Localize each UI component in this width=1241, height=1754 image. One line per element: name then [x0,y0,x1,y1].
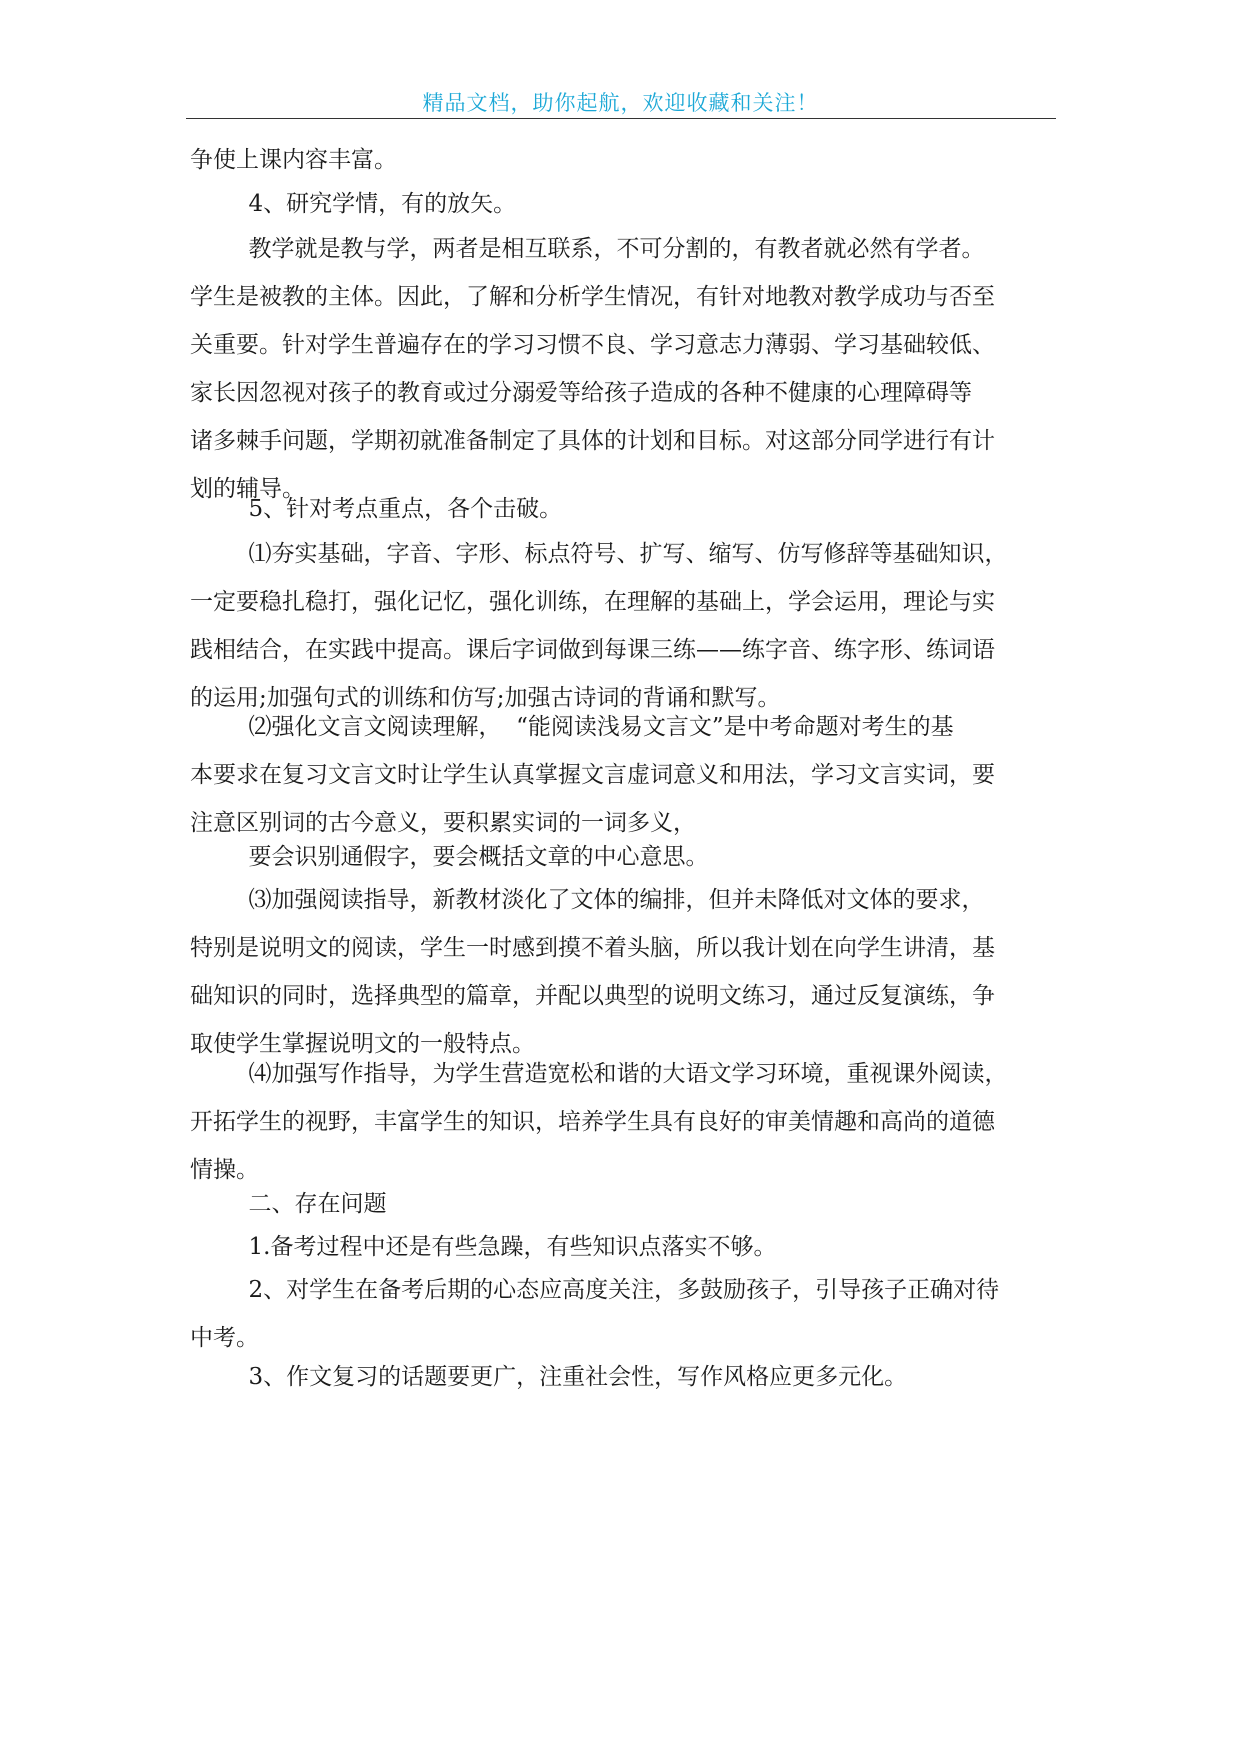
paragraph-item-4: ⑷加强写作指导，为学生营造宽松和谐的大语文学习环境，重视课外阅读， 开拓学生的视野，丰富学生的知识，培养学生具有良好的审美情趣和高尚的道德 情操。 [190,1061,1008,1183]
paragraph-heading-4: 4、研究学情，有的放矢。 [190,191,517,217]
paragraph-teaching: 教学就是教与学，两者是相互联系，不可分割的，有教者就必然有学者。 学生是被教的主体。因此，了解和分析学生情况，有针对地教对教学成功与否至 关重要。针对学生普遍存在的学习习惯不良、学习意志力薄弱、学习基础较低、 家长因忽视对孩子的教育或过分溺爱等给孩子造成的各种不健康的心理障碍等 诸多棘手问题，学期初就准备制定了具体的计划和目标。对这部分同学进行有计 划的辅导。 [190,236,995,502]
paragraph-issue-1: 1.备考过程中还是有些急躁，有些知识点落实不够。 [190,1234,777,1260]
paragraph-heading-5: 5、针对考点重点，各个击破。 [190,496,563,522]
paragraph-issue-2: 2、对学生在备考后期的心态应高度关注，多鼓励孩子，引导孩子正确对待 中考。 [190,1277,1000,1351]
paragraph-issue-3: 3、作文复习的话题要更广，注重社会性，写作风格应更多元化。 [190,1364,908,1390]
header-text: 精品文档，助你起航，欢迎收藏和关注！ [422,91,819,115]
paragraph-item-1: ⑴夯实基础，字音、字形、标点符号、扩写、缩写、仿写修辞等基础知识， 一定要稳扎稳打，强化记忆，强化训练，在理解的基础上，学会运用，理论与实 践相结合，在实践中提高。课后字词做到每课三练——练字音、练字形、练词语 的运用;加强句式的训练和仿写;加强古诗词的背诵和默写。 [190,541,1008,711]
section-heading-issues: 二、存在问题 [190,1191,387,1217]
paragraph-continuation: 争使上课内容丰富。 [190,147,397,173]
paragraph-item-2b: 要会识别通假字，要会概括文章的中心意思。 [190,844,709,870]
paragraph-item-2: ⑵强化文言文阅读理解， “能阅读浅易文言文”是中考命题对考生的基 本要求在复习文言文时让学生认真掌握文言虚词意义和用法，学习文言实词，要 注意区别词的古今意义，要积累实词的一词多义， [190,714,995,836]
paragraph-item-3: ⑶加强阅读指导，新教材淡化了文体的编排，但并未降低对文体的要求， 特别是说明文的阅读，学生一时感到摸不着头脑，所以我计划在向学生讲清，基 础知识的同时，选择典型的篇章，并配以典型的说明文练习，通过反复演练，争 取使学生掌握说明文的一般特点。 [190,887,995,1057]
